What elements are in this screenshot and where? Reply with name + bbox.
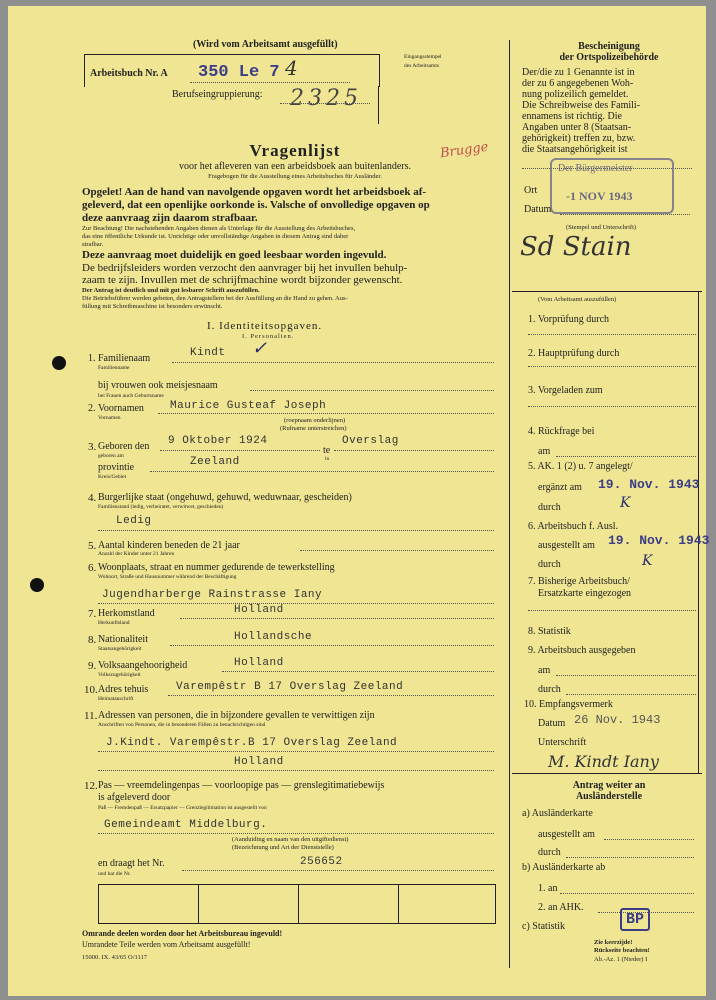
field-10-line	[168, 695, 494, 696]
field-5-de: Anzahl der Kinder unter 21 Jahren	[98, 551, 175, 557]
field-2-note-1: (roepnaam onderlijnen)	[284, 417, 346, 424]
antrag-a: a) Ausländerkarte	[522, 808, 593, 819]
field-2-number: 2.	[88, 403, 96, 414]
punch-hole-top	[52, 356, 66, 370]
field-2-label: Voornamen	[98, 403, 144, 414]
field-12-nr-de: und hat die Nr.	[98, 871, 131, 877]
intro-de-5: Die Betriebsführer werden gebeten, den Antragstellern bei der Ausfüllung an die Hand zu gehen. Aus-	[82, 295, 348, 302]
right-row-9: 9. Arbeitsbuch ausgegeben	[528, 645, 636, 656]
right-row-6-initial: K	[642, 553, 653, 569]
field-7-label: Herkomstland	[98, 608, 155, 619]
right-divider-2	[512, 773, 702, 774]
field-11-label: Adressen van personen, die in bijzondere gevallen te verwittigen zijn	[98, 710, 375, 721]
field-3-line	[160, 450, 320, 451]
field-3-place: Overslag	[342, 435, 399, 447]
intro-line-6: zaam te zijn. Invullen met de schrijfmachine wordt bijzonder gewenscht.	[82, 274, 403, 286]
field-5-label: Aantal kinderen beneden de 21 jaar	[98, 540, 240, 551]
right-p8: die Staatsangehörigkeit ist	[522, 144, 628, 155]
right-row-9c: durch	[538, 684, 561, 695]
antrag-a2-line	[604, 839, 694, 840]
right-p1: Der/die zu 1 Genannte ist in	[522, 67, 635, 78]
field-9-de: Volkszugehörigkeit	[98, 672, 141, 678]
antrag-title-1: Antrag weiter an	[572, 780, 646, 791]
right-p3: nung polizeilich gemeldet.	[522, 89, 629, 100]
antrag-a3: durch	[538, 847, 561, 858]
intro-de-3: strafbar.	[82, 241, 104, 248]
right-row-6-date: 19. Nov. 1943	[608, 533, 710, 548]
field-3-de-in: in	[325, 456, 330, 462]
right-row-9b: am	[538, 665, 551, 676]
field-6-number: 6.	[88, 562, 97, 574]
right-divider-1	[512, 291, 702, 292]
footer-line-3: 15000. IX. 43/65 O/1117	[82, 954, 148, 961]
keerzijde-3: Ab.-Az. 1 (Nieder) I	[594, 956, 648, 963]
grid-divider-3	[398, 884, 399, 924]
right-row-8: 8. Statistik	[528, 626, 571, 637]
field-1-line	[172, 362, 494, 363]
field-12-line	[98, 833, 494, 834]
field-8-line	[170, 645, 494, 646]
arbeitsbuch-label: Arbeitsbuch Nr. A	[90, 68, 168, 79]
beruf-label: Berufseingruppierung:	[172, 89, 263, 100]
field-10-label: Adres tehuis	[98, 684, 149, 695]
field-1-number: 1.	[88, 353, 96, 364]
right-row-1: 1. Vorprüfung durch	[528, 314, 610, 325]
field-3-prov-value: Zeeland	[190, 456, 240, 468]
field-1-checkmark: ✓	[252, 338, 268, 359]
right-p6: Angaben unter 8 (Staatsan-	[522, 122, 632, 133]
datum-label: Datum	[524, 204, 552, 215]
right-row-9c-line	[566, 694, 696, 695]
field-12-de: Paß — Fremdenpaß — Ersatzpapier — Grenzlegitimation ist ausgestellt von	[98, 805, 267, 811]
field-1-de-2: bei Frauen auch Geburtsname	[98, 393, 164, 399]
field-3-value: 9 Oktober 1924	[168, 435, 268, 447]
right-p4: Die Schreibweise des Famili-	[522, 100, 641, 111]
right-row-4b: am	[538, 446, 551, 457]
datum-line	[560, 214, 690, 215]
form-title: Vragenlijst	[249, 141, 341, 160]
arbeitsbuch-extra: 4	[285, 56, 298, 80]
field-7-de: Herkunftsland	[98, 620, 130, 626]
police-stamp-date: -1 NOV 1943	[566, 189, 633, 203]
right-row-6: 6. Arbeitsbuch f. Ausl.	[528, 521, 618, 532]
right-row-7b: Ersatzkarte eingezogen	[538, 588, 632, 599]
field-6-value: Jugendharberge Rainstrasse Iany	[102, 589, 323, 601]
right-row-4: 4. Rückfrage bei	[528, 426, 595, 437]
arbeitsamt-grid	[98, 884, 496, 924]
right-row-9b-line	[556, 675, 696, 676]
eingangsstempel-label-2: des Arbeitsamts	[404, 63, 439, 69]
field-1-label-2: bij vrouwen ook meisjesnaam	[98, 380, 218, 391]
field-12-nr-label: en draagt het Nr.	[98, 858, 165, 869]
recipient-signature: M. Kindt Iany	[548, 752, 659, 771]
field-4-line	[98, 530, 494, 531]
keerzijde-2: Rückseite beachten!	[594, 947, 650, 954]
field-9-line	[222, 671, 494, 672]
field-4-de: Familienstand (ledig, verheiratet, verwitwet, geschieden)	[98, 504, 224, 510]
right-row-7-line	[528, 610, 696, 611]
field-3-de: geboren am	[98, 453, 124, 459]
field-2-de: Vornamen	[98, 415, 121, 421]
field-3-prov-de: Kreis/Gebiet	[98, 474, 127, 480]
field-12-note-1: (Aanduiding en naam van den uitgiftedienst)	[232, 836, 349, 843]
right-row-5: 5. AK. 1 (2) u. 7 angelegt/	[528, 461, 633, 472]
field-12-label-2: is afgeleverd door	[98, 792, 171, 803]
field-6-line	[98, 603, 494, 604]
field-4-value: Ledig	[116, 515, 152, 527]
field-2-note-2: (Rufname unterstreichen)	[280, 425, 347, 432]
field-12-note-2: (Bezeichnung und Art der Dienststelle)	[232, 844, 334, 851]
intro-line-5: De bedrijfsleiders worden verzocht den aanvrager bij het invullen behulp-	[82, 262, 408, 274]
form-subtitle-nl: voor het afleveren van een arbeidsboek aan buitenlanders.	[178, 161, 412, 172]
field-1-de: Familienname	[98, 365, 130, 371]
right-row-4-line	[556, 456, 696, 457]
field-2-line	[158, 413, 494, 414]
field-9-number: 9.	[88, 660, 97, 672]
field-9-label: Volksaangehoorigheid	[98, 660, 188, 671]
right-p7: gehörigkeit) treffen zu, bzw.	[522, 133, 636, 144]
field-12-nr-value: 256652	[300, 856, 343, 868]
beruf-dotted-line	[280, 103, 370, 104]
field-11-line-2	[98, 770, 494, 771]
right-row-3: 3. Vorgeladen zum	[528, 385, 603, 396]
right-row-6c: durch	[538, 559, 561, 570]
right-row-6b: ausgestellt am	[538, 540, 595, 551]
grid-divider-1	[198, 884, 199, 924]
field-5-number: 5.	[88, 540, 97, 552]
intro-line-4: Deze aanvraag moet duidelijk en goed leesbaar worden ingevuld.	[82, 249, 387, 261]
field-11-number: 11.	[84, 710, 98, 722]
stempel-label: (Stempel und Unterschrift)	[566, 224, 637, 231]
field-8-de: Staatsangehörigkeit	[98, 646, 142, 652]
right-row-10: 10. Empfangsvermerk	[524, 699, 613, 710]
right-row-3-line	[528, 406, 696, 407]
punch-hole-bottom	[30, 578, 44, 592]
form-subtitle-de: Fragebogen für die Ausstellung eines Arbeitsbuches für Ausländer.	[208, 173, 382, 180]
footer-line-1: Omrande deelen worden door het Arbeitsbureau ingevuld!	[82, 929, 283, 938]
field-1-label: Familienaam	[98, 353, 151, 364]
right-row-7: 7. Bisherige Arbeitsbuch/	[528, 576, 630, 587]
field-8-value: Hollandsche	[234, 631, 313, 643]
field-9-value: Holland	[234, 657, 284, 669]
field-7-value: Holland	[234, 604, 284, 616]
field-4-label: Burgerlijke staat (ongehuwd, gehuwd, weduwnaar, gescheiden)	[98, 492, 352, 503]
field-11-de: Anschriften von Personen, die in besonderen Fällen zu benachrichtigen sind	[98, 722, 266, 728]
antrag-a2: ausgestellt am	[538, 829, 595, 840]
police-signature: Sd Stain	[520, 232, 632, 262]
vom-amt-label: (Vom Arbeitsamt auszufüllen)	[538, 296, 617, 303]
right-row-10b: Datum	[538, 718, 566, 729]
field-7-line	[180, 618, 494, 619]
arbeitsamt-note: (Wird vom Arbeitsamt ausgefüllt)	[193, 39, 338, 50]
field-3-te: te	[323, 445, 331, 456]
beruf-value: 2325	[290, 86, 362, 111]
right-inner-line	[698, 291, 699, 773]
field-3-label: Geboren den	[98, 441, 150, 452]
antrag-c: c) Statistik	[522, 921, 566, 932]
antrag-title-2: Ausländerstelle	[575, 791, 643, 802]
right-title-1: Bescheinigung	[578, 41, 640, 52]
arbeitsbuch-dotted-line	[190, 82, 350, 83]
right-p5: ennamens ist richtig. Die	[522, 111, 622, 122]
field-3-place-line	[334, 450, 494, 451]
field-11-value-1: J.Kindt. Varempêstr.B 17 Overslag Zeeland	[106, 737, 398, 749]
grid-divider-2	[298, 884, 299, 924]
field-10-de: Heimatanschrift	[98, 696, 134, 702]
field-1-value: Kindt	[190, 347, 226, 359]
police-stamp-text: Der Bürgermeister	[558, 163, 633, 174]
right-p2: der zu 6 angegebenen Woh-	[522, 78, 634, 89]
field-12-label: Pas — vreemdelingenpas — voorloopige pas — grenslegitimatiebewijs	[98, 780, 385, 791]
police-stamp	[550, 158, 674, 214]
intro-de-4: Der Antrag ist deutlich und mit gut lesbarer Schrift auszufüllen.	[82, 287, 260, 294]
right-row-5-date: 19. Nov. 1943	[598, 477, 700, 492]
field-3-prov-line	[150, 471, 494, 472]
field-8-label: Nationaliteit	[98, 634, 148, 645]
field-3-number: 3.	[88, 441, 97, 453]
antrag-b: b) Ausländerkarte ab	[522, 862, 606, 873]
right-row-1-line	[528, 334, 696, 335]
intro-line-2: geleverd, dat een openlijke oorkonde is. Valsche of onvolledige opgaven op	[82, 199, 430, 211]
right-row-2-line	[528, 366, 696, 367]
field-7-number: 7.	[88, 608, 97, 620]
intro-de-2: das eine öffentliche Urkunde ist. Unrichtige oder unvollständige Angaben in diesem Antrag sind daher	[82, 233, 349, 240]
right-row-10c: Unterschrift	[538, 737, 587, 748]
ort-label: Ort	[524, 185, 538, 196]
field-1-line-2	[250, 390, 494, 391]
intro-de-1: Zur Beachtung! Die nachstehenden Angaben dienen als Unterlage für die Ausstellung des Arbeitsbuches,	[82, 225, 356, 232]
field-3-prov-label: provintie	[98, 462, 135, 473]
field-6-label: Woonplaats, straat en nummer gedurende de tewerkstelling	[98, 562, 335, 573]
field-8-number: 8.	[88, 634, 97, 646]
field-12-number: 12.	[84, 780, 98, 792]
right-row-5b: ergänzt am	[538, 482, 582, 493]
field-12-nr-line	[182, 870, 494, 871]
field-10-value: Varempêstr B 17 Overslag Zeeland	[176, 681, 404, 693]
field-10-number: 10.	[84, 684, 98, 696]
field-11-line-1	[98, 751, 494, 752]
right-row-2: 2. Hauptprüfung durch	[528, 348, 620, 359]
field-5-line	[300, 550, 494, 551]
intro-line-1: Opgelet! Aan de hand van navolgende opgaven wordt het arbeidsboek af-	[82, 186, 427, 198]
antrag-a3-line	[566, 857, 694, 858]
intro-de-6: füllung mit Schreibmaschine ist besonders erwünscht.	[82, 303, 223, 310]
right-row-5-initial: K	[620, 495, 631, 511]
antrag-b1: 1. an	[538, 883, 558, 894]
right-title-2: der Ortspolizeibehörde	[559, 52, 659, 63]
antrag-b1-line	[560, 893, 694, 894]
footer-line-2: Umrandete Teile werden vom Arbeitsamt ausgefüllt!	[82, 940, 251, 949]
bp-stamp: BP	[620, 908, 650, 931]
field-11-value-2: Holland	[234, 756, 284, 768]
arbeitsamt-box-right-ext	[378, 86, 379, 124]
section-title: I. Identiteitsopgaven.	[207, 320, 323, 332]
keerzijde-1: Zie keerzijde!	[594, 939, 633, 946]
field-4-number: 4.	[88, 492, 97, 504]
handwritten-mark: Brugge	[439, 139, 490, 162]
right-row-10-date: 26 Nov. 1943	[574, 713, 661, 727]
arbeitsbuch-number: 350 Le 7	[198, 63, 280, 82]
eingangsstempel-label: Eingangsstempel	[404, 54, 442, 60]
right-row-5c: durch	[538, 502, 561, 513]
field-2-value: Maurice Gusteaf Joseph	[170, 400, 327, 412]
field-6-de: Wohnort, Straße und Hausnummer während der Beschäftigung	[98, 574, 237, 580]
antrag-b2: 2. an AHK.	[538, 902, 584, 913]
field-12-value: Gemeindeamt Middelburg.	[104, 819, 268, 831]
intro-line-3: deze aanvraag zijn daarom strafbaar.	[82, 212, 258, 224]
section-subtitle: I. Personalien.	[242, 333, 295, 340]
